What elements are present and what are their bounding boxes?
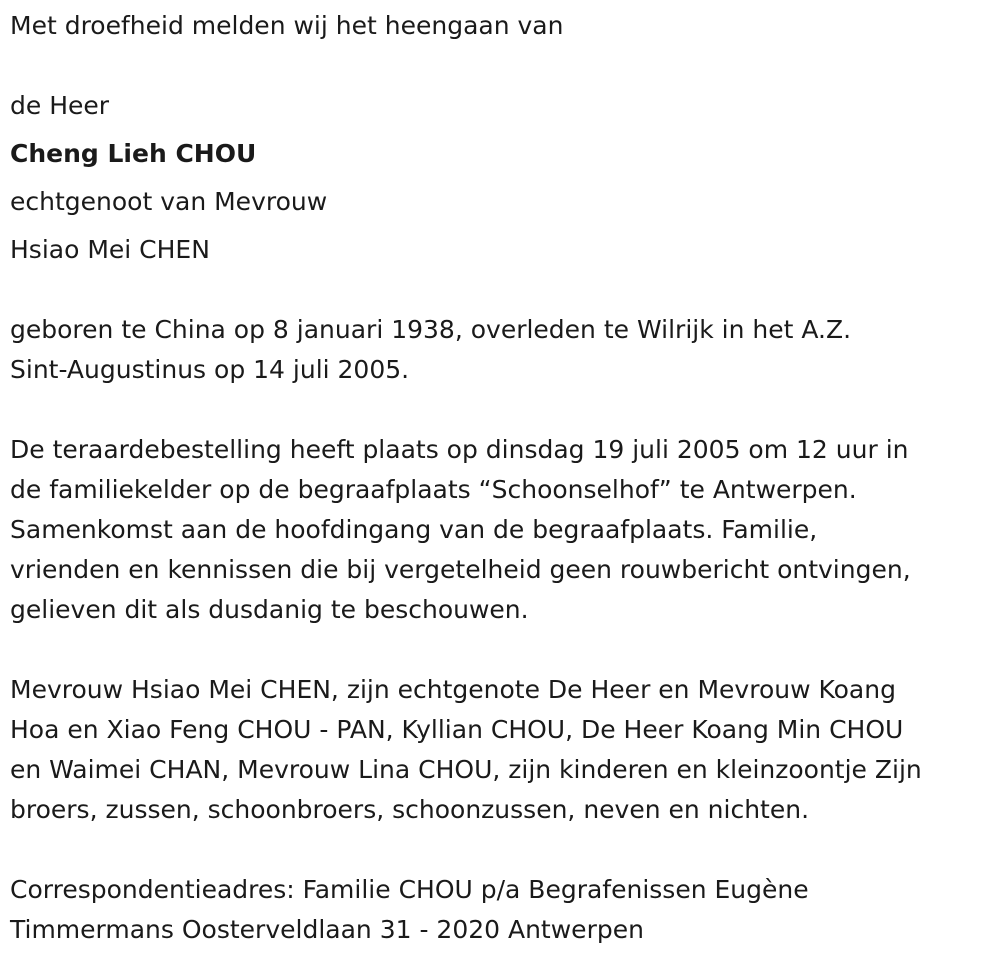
intro-text: Met droefheid melden wij het heengaan van <box>10 11 564 40</box>
funeral-line: De teraardebestelling heeft plaats op dinsdag 19 juli 2005 om 12 uur in <box>10 435 909 464</box>
funeral-paragraph <box>10 430 911 630</box>
correspondence-line: Timmermans Oosterveldlaan 31 - 2020 Antwerpen <box>10 915 644 944</box>
deceased-name: Cheng Lieh CHOU <box>10 139 257 168</box>
family-line: Mevrouw Hsiao Mei CHEN, zijn echtgenote De Heer en Mevrouw Koang <box>10 675 896 704</box>
spouse-name: Hsiao Mei CHEN <box>10 235 210 264</box>
birth-death-line: geboren te China op 8 januari 1938, overleden te Wilrijk in het A.Z. <box>10 315 852 344</box>
honorific: de Heer <box>10 91 110 120</box>
family-paragraph <box>10 670 922 830</box>
spouse-label: echtgenoot van Mevrouw <box>10 187 328 216</box>
family-line: en Waimei CHAN, Mevrouw Lina CHOU, zijn kinderen en kleinzoontje Zijn <box>10 755 922 784</box>
funeral-line: de familiekelder op de begraafplaats “Schoonselhof” te Antwerpen. <box>10 475 857 504</box>
funeral-line: Samenkomst aan de hoofdingang van de begraafplaats. Familie, <box>10 515 818 544</box>
birth-death-line: Sint-Augustinus op 14 juli 2005. <box>10 355 410 384</box>
funeral-line: vrienden en kennissen die bij vergetelheid geen rouwbericht ontvingen, <box>10 555 911 584</box>
correspondence-line: Correspondentieadres: Familie CHOU p/a Begrafenissen Eugène <box>10 875 809 904</box>
family-line: broers, zussen, schoonbroers, schoonzussen, neven en nichten. <box>10 795 810 824</box>
family-line: Hoa en Xiao Feng CHOU - PAN, Kyllian CHOU, De Heer Koang Min CHOU <box>10 715 904 744</box>
funeral-line: gelieven dit als dusdanig te beschouwen. <box>10 595 529 624</box>
birth-death-paragraph <box>10 310 851 390</box>
correspondence-paragraph <box>10 870 809 950</box>
